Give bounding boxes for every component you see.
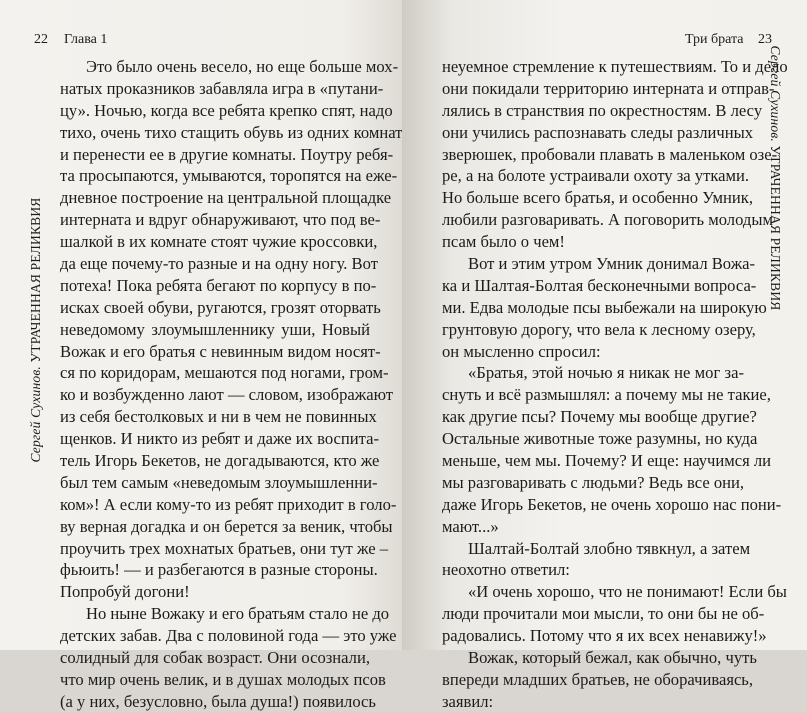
text-line: они покидали территорию интерната и отправ- <box>442 78 775 98</box>
running-header: Глава 1 <box>64 32 108 47</box>
text-line: даже Игорь Бекетов, не очень хорошо нас пони- <box>442 494 782 514</box>
text-line: Вожак и его братья с невинным видом носят- <box>60 341 381 361</box>
text-line: что мир очень велик, и в душах молодых псов <box>60 669 386 689</box>
text-line: ка и Шалтая-Болтая бесконечными вопроса- <box>442 275 757 295</box>
page-number: 22 <box>34 32 48 47</box>
text-line: заявил: <box>442 691 494 711</box>
text-line: фьюить! — и разбегаются в разные стороны. <box>60 560 378 580</box>
left-page <box>0 0 403 711</box>
text-line: детских забав. Два с половиной года — это уже <box>60 626 397 646</box>
text-line: как другие псы? Почему мы вообще другие? <box>442 407 757 427</box>
text-line: лялись в странствия по окрестностям. В лесу <box>442 100 763 120</box>
side-book-title: УТРАЧЕННАЯ РЕЛИКВИЯ <box>768 145 783 311</box>
text-line: любили разговаривать. А поговорить молодым <box>442 210 773 230</box>
text-line: солидный для собак возраст. Они осознали, <box>60 648 370 668</box>
text-line: проучить трех мохнатых братьев, они тут же – <box>60 538 389 558</box>
text-line: Попробуй догони! <box>60 582 190 602</box>
text-line: Это было очень весело, но еще больше мох- <box>86 57 399 76</box>
running-header: Три брата <box>685 32 744 47</box>
text-line: исках своей обуви, ругаются, грозят оторвать <box>60 297 381 317</box>
text-line: «Братья, этой ночью я никак не мог за- <box>468 363 744 383</box>
text-line: он мысленно спросил: <box>442 341 601 361</box>
text-line: Шалтай-Болтай злобно тявкнул, а затем <box>468 538 751 558</box>
text-line: Но больше всего братья, и особенно Умник, <box>442 188 753 208</box>
text-line: люди прочитали мои мысли, то они бы не об- <box>442 604 765 624</box>
text-line: и перенести ее в другие комнаты. Поутру ребя- <box>60 144 394 164</box>
side-running-title <box>28 197 44 462</box>
text-line: щенков. И никто из ребят и даже их воспита- <box>60 429 380 449</box>
text-line: тихо, очень тихо стащить обувь из одних комнат <box>60 122 403 142</box>
text-line: дневное построение на центральной площадке <box>60 188 392 208</box>
text-line: интерната и вдруг обнаруживают, что под ве- <box>60 210 381 230</box>
text-line: ком»! А если кому-то из ребят приходит в голо- <box>60 494 397 514</box>
text-line: (а у них, безусловно, была душа!) появилось <box>60 691 376 711</box>
text-line: ми. Едва молодые псы выбежали на широкую <box>442 297 767 317</box>
side-author: Сергей Сухинов. <box>28 366 43 463</box>
text-line: неведомому злоумышленнику уши, Новый <box>60 319 370 339</box>
text-line: неохотно ответил: <box>442 560 570 580</box>
text-line: Вожак, который бежал, как обычно, чуть <box>468 648 757 668</box>
text-line: шалкой в их комнате стоят чужие кроссовки, <box>60 232 378 252</box>
text-line: зверюшек, пробовали плавать в маленьком озе- <box>442 144 778 164</box>
body-text <box>60 56 403 713</box>
text-line: ре, а на болоте устраивали охоту за утками. <box>442 166 750 186</box>
text-line: Вот и этим утром Умник донимал Вожа- <box>468 254 756 274</box>
text-line: да еще почему-то разные и на одну ногу. Вот <box>60 254 378 274</box>
page-number: 23 <box>758 32 772 47</box>
text-line: из себя бестолковых и ни в чем не повинных <box>60 407 377 427</box>
text-line: мы разговаривать с людьми? Ведь все они, <box>442 472 745 492</box>
text-line: мают...» <box>442 516 499 536</box>
text-line: Но ныне Вожаку и его братьям стало не до <box>86 604 390 624</box>
text-line: тель Игорь Бекетов, не догадываются, кто же <box>60 451 380 471</box>
text-line: впереди младших братьев, не оборачиваясь, <box>442 669 754 689</box>
text-line: «И очень хорошо, что не понимают! Если бы <box>468 582 787 602</box>
text-line: потеха! Пока ребята бегают по корпусу в по- <box>60 275 377 295</box>
text-line: радовались. Потому что я их всех ненавижу!» <box>442 626 767 646</box>
side-author: Сергей Сухинов. <box>768 45 783 142</box>
text-line: ко и возбужденно лают — словом, изображают <box>60 385 394 405</box>
text-line: цу». Ночью, когда все ребята крепко спят, надо <box>60 100 393 120</box>
right-page <box>402 0 807 711</box>
text-line: грунтовую дорогу, что вела к лесному озеру, <box>442 319 756 339</box>
text-line: снуть и всё размышлял: а почему мы не такие, <box>442 385 771 405</box>
text-line: ся по коридорам, мешаются под ногами, гром- <box>60 363 389 383</box>
text-line: ву верная догадка и он берется за веник, чтобы <box>60 516 393 536</box>
text-line: псам было о чем! <box>442 232 565 252</box>
text-line: был тем самым «неведомым злоумышленни- <box>60 472 378 492</box>
text-line: они учились распознавать следы различных <box>442 122 754 142</box>
text-line: та просыпаются, умываются, торопятся на еже- <box>60 166 398 186</box>
text-line: Остальные животные тоже разумны, но куда <box>442 429 758 449</box>
text-line: неуемное стремление к путешествиям. То и дело <box>442 57 788 76</box>
text-line: меньше, чем мы. Почему? И еще: научимся ли <box>442 451 772 471</box>
side-book-title: УТРАЧЕННАЯ РЕЛИКВИЯ <box>28 197 43 363</box>
text-line: натых проказников забавляла игра в «путани- <box>60 78 384 98</box>
